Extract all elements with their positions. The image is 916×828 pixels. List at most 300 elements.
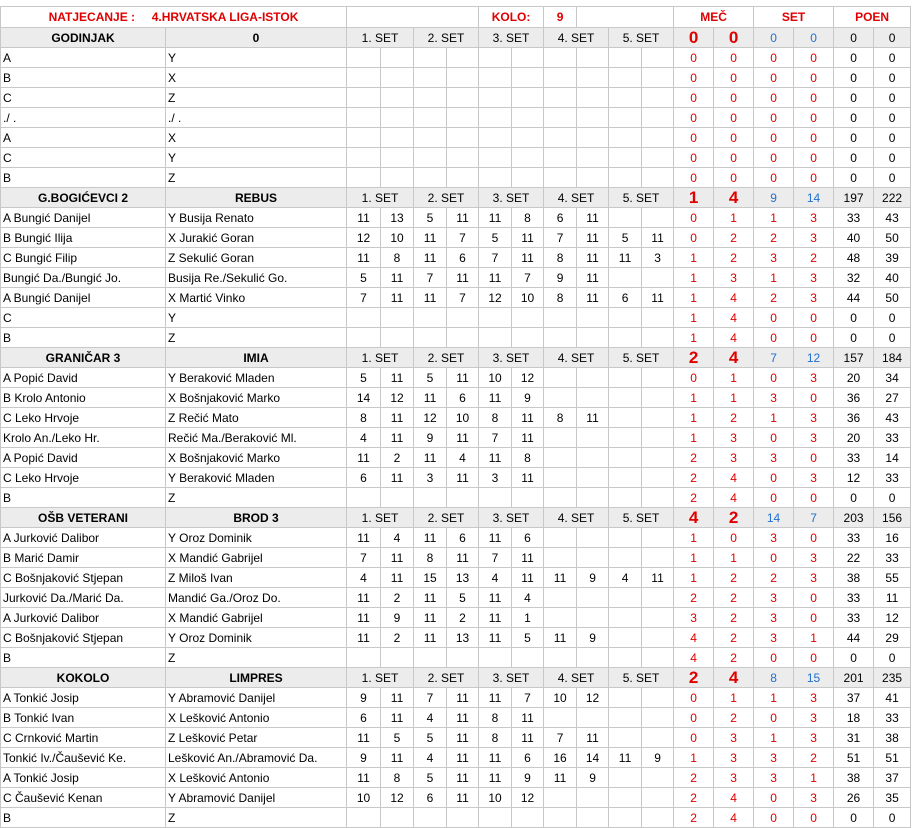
set-score-home: 7 (347, 548, 381, 568)
game-sets-home: 2 (754, 568, 794, 588)
set-score-home (544, 488, 577, 508)
set-score-away: 11 (381, 568, 414, 588)
game-sets-away: 0 (794, 648, 834, 668)
set-score-home: 11 (414, 288, 447, 308)
game-points-home: 0 (834, 328, 874, 348)
set-score-away (577, 468, 609, 488)
running-match-home: 0 (674, 48, 714, 68)
game-sets-away: 0 (794, 488, 834, 508)
game-sets-home: 3 (754, 768, 794, 788)
game-row (1, 528, 911, 548)
match-header-row (1, 508, 911, 528)
game-sets-home: 2 (754, 228, 794, 248)
game-points-away: 37 (874, 768, 911, 788)
set-score-home (609, 788, 642, 808)
game-points-away: 40 (874, 268, 911, 288)
set-score-away (642, 48, 674, 68)
set-column-label: 3. SET (479, 508, 544, 528)
set-score-away (447, 148, 479, 168)
running-match-away: 4 (714, 308, 754, 328)
set-score-away: 11 (512, 548, 544, 568)
set-score-away (447, 308, 479, 328)
home-match-score: 2 (674, 348, 714, 368)
set-score-home (609, 648, 642, 668)
home-player: A Bungić Danijel (1, 208, 166, 228)
game-row (1, 148, 911, 168)
set-score-away (577, 88, 609, 108)
set-column-label: 1. SET (347, 508, 414, 528)
set-score-away: 2 (381, 588, 414, 608)
set-score-home (544, 108, 577, 128)
game-points-away: 0 (874, 308, 911, 328)
set-column-label: 5. SET (609, 668, 674, 688)
set-score-home (609, 148, 642, 168)
set-score-away (577, 448, 609, 468)
set-score-away (447, 168, 479, 188)
running-match-home: 2 (674, 768, 714, 788)
game-sets-away: 3 (794, 568, 834, 588)
set-score-home: 11 (479, 208, 512, 228)
game-points-away: 0 (874, 808, 911, 828)
set-score-home: 7 (479, 248, 512, 268)
game-points-away: 39 (874, 248, 911, 268)
running-match-away: 4 (714, 808, 754, 828)
set-score-away: 13 (381, 208, 414, 228)
home-team-name: OŠB VETERANI (1, 508, 166, 528)
set-score-home: 11 (347, 768, 381, 788)
game-sets-home: 0 (754, 468, 794, 488)
away-player: Y (166, 308, 347, 328)
set-score-away: 11 (447, 268, 479, 288)
game-row (1, 108, 911, 128)
game-points-away: 0 (874, 88, 911, 108)
game-points-home: 0 (834, 108, 874, 128)
game-points-home: 22 (834, 548, 874, 568)
set-score-away (577, 648, 609, 668)
game-sets-home: 0 (754, 788, 794, 808)
set-score-home (347, 648, 381, 668)
game-row (1, 748, 911, 768)
set-score-home: 5 (414, 728, 447, 748)
set-score-home: 5 (479, 228, 512, 248)
set-score-home: 11 (544, 768, 577, 788)
away-team-name: BROD 3 (166, 508, 347, 528)
set-score-home (347, 128, 381, 148)
game-row (1, 448, 911, 468)
away-team-name: REBUS (166, 188, 347, 208)
set-score-away (642, 268, 674, 288)
game-sets-away: 0 (794, 88, 834, 108)
set-score-away: 8 (381, 768, 414, 788)
set-score-home: 8 (544, 408, 577, 428)
away-sets-total: 7 (794, 508, 834, 528)
game-points-home: 0 (834, 148, 874, 168)
set-column-label: 1. SET (347, 188, 414, 208)
set-score-away: 4 (512, 588, 544, 608)
set-score-away: 14 (577, 748, 609, 768)
set-score-away (447, 48, 479, 68)
set-column-label: 4. SET (544, 508, 609, 528)
running-match-home: 1 (674, 408, 714, 428)
set-score-away: 9 (577, 568, 609, 588)
set-score-home (414, 128, 447, 148)
set-score-home: 11 (414, 528, 447, 548)
set-score-home: 7 (347, 288, 381, 308)
game-points-home: 0 (834, 68, 874, 88)
running-match-away: 1 (714, 208, 754, 228)
running-match-away: 1 (714, 688, 754, 708)
home-player: A (1, 128, 166, 148)
set-score-away: 12 (381, 388, 414, 408)
set-score-away (577, 548, 609, 568)
game-row (1, 768, 911, 788)
game-sets-away: 3 (794, 268, 834, 288)
set-score-away: 11 (381, 468, 414, 488)
running-match-away: 0 (714, 148, 754, 168)
away-match-score: 4 (714, 188, 754, 208)
set-score-home (347, 808, 381, 828)
away-player: X Bošnjaković Marko (166, 448, 347, 468)
game-sets-home: 0 (754, 48, 794, 68)
set-score-away (447, 68, 479, 88)
set-score-away (577, 168, 609, 188)
running-match-home: 1 (674, 428, 714, 448)
set-score-home: 4 (414, 708, 447, 728)
set-score-away (512, 308, 544, 328)
set-score-home (609, 528, 642, 548)
set-score-away (642, 68, 674, 88)
set-score-home: 11 (479, 748, 512, 768)
set-label: SET (754, 7, 834, 28)
set-score-away: 11 (447, 428, 479, 448)
header-spacer (347, 7, 479, 28)
game-row (1, 628, 911, 648)
set-score-away: 11 (447, 688, 479, 708)
game-points-away: 14 (874, 448, 911, 468)
set-score-home: 10 (479, 368, 512, 388)
set-score-away (577, 528, 609, 548)
game-points-away: 33 (874, 428, 911, 448)
game-sets-home: 1 (754, 688, 794, 708)
set-score-away (642, 408, 674, 428)
running-match-home: 0 (674, 88, 714, 108)
running-match-away: 3 (714, 448, 754, 468)
set-score-home: 7 (544, 228, 577, 248)
set-score-home: 6 (609, 288, 642, 308)
game-points-home: 44 (834, 288, 874, 308)
game-points-home: 36 (834, 408, 874, 428)
game-points-away: 0 (874, 48, 911, 68)
game-sets-home: 2 (754, 288, 794, 308)
set-score-away (577, 148, 609, 168)
set-score-home: 11 (609, 248, 642, 268)
running-match-home: 2 (674, 808, 714, 828)
away-player: X Lešković Antonio (166, 708, 347, 728)
set-column-label: 1. SET (347, 668, 414, 688)
running-match-away: 0 (714, 48, 754, 68)
set-score-away (512, 108, 544, 128)
set-score-away (642, 368, 674, 388)
set-column-label: 1. SET (347, 28, 414, 48)
game-row (1, 408, 911, 428)
match-header-row (1, 348, 911, 368)
set-score-home (609, 48, 642, 68)
game-points-home: 0 (834, 88, 874, 108)
set-score-away: 10 (447, 408, 479, 428)
set-score-away (447, 648, 479, 668)
set-score-away (642, 448, 674, 468)
game-sets-away: 3 (794, 428, 834, 448)
home-player: Krolo An./Leko Hr. (1, 428, 166, 448)
game-row (1, 68, 911, 88)
running-match-away: 2 (714, 568, 754, 588)
set-score-home: 11 (479, 608, 512, 628)
game-sets-away: 3 (794, 228, 834, 248)
set-score-home: 3 (479, 468, 512, 488)
set-score-away: 11 (381, 268, 414, 288)
game-sets-home: 3 (754, 588, 794, 608)
home-player: B Bungić Ilija (1, 228, 166, 248)
game-sets-home: 0 (754, 108, 794, 128)
set-score-away (642, 308, 674, 328)
set-score-home: 8 (347, 408, 381, 428)
set-score-home (609, 588, 642, 608)
away-points-total: 184 (874, 348, 911, 368)
game-sets-home: 0 (754, 328, 794, 348)
set-score-away (642, 708, 674, 728)
set-score-away (577, 808, 609, 828)
home-player: C Čaušević Kenan (1, 788, 166, 808)
set-score-home: 7 (479, 548, 512, 568)
set-score-home: 11 (414, 588, 447, 608)
game-row (1, 428, 911, 448)
set-score-home (347, 308, 381, 328)
away-points-total: 222 (874, 188, 911, 208)
running-match-home: 0 (674, 208, 714, 228)
set-score-away (577, 488, 609, 508)
set-score-away (381, 648, 414, 668)
game-sets-away: 3 (794, 468, 834, 488)
running-match-away: 2 (714, 648, 754, 668)
set-score-home (609, 708, 642, 728)
game-sets-away: 0 (794, 68, 834, 88)
running-match-away: 4 (714, 468, 754, 488)
set-score-away: 7 (512, 688, 544, 708)
set-score-home (609, 308, 642, 328)
set-score-away (512, 128, 544, 148)
running-match-away: 1 (714, 368, 754, 388)
game-sets-home: 0 (754, 648, 794, 668)
home-player: A Bungić Danijel (1, 288, 166, 308)
away-player: Lešković An./Abramović Da. (166, 748, 347, 768)
game-row (1, 548, 911, 568)
header-spacer-2 (577, 7, 674, 28)
set-score-home (609, 808, 642, 828)
set-score-home (479, 308, 512, 328)
set-score-away (381, 68, 414, 88)
set-score-home (414, 108, 447, 128)
away-player: X Mandić Gabrijel (166, 608, 347, 628)
running-match-away: 0 (714, 128, 754, 148)
set-score-home: 11 (479, 628, 512, 648)
set-column-label: 2. SET (414, 508, 479, 528)
game-points-home: 0 (834, 48, 874, 68)
set-score-away (512, 648, 544, 668)
set-score-away (447, 108, 479, 128)
competition-label (1, 7, 347, 28)
set-score-home (347, 488, 381, 508)
home-player: ./ . (1, 108, 166, 128)
set-score-home (544, 588, 577, 608)
home-points-total: 0 (834, 28, 874, 48)
running-match-away: 0 (714, 88, 754, 108)
game-sets-home: 3 (754, 628, 794, 648)
home-points-total: 201 (834, 668, 874, 688)
set-score-home (609, 68, 642, 88)
set-score-away (512, 68, 544, 88)
set-score-home: 9 (347, 688, 381, 708)
game-sets-away: 2 (794, 748, 834, 768)
away-match-score: 2 (714, 508, 754, 528)
set-score-away: 5 (381, 728, 414, 748)
game-row (1, 128, 911, 148)
game-points-home: 40 (834, 228, 874, 248)
set-column-label: 4. SET (544, 668, 609, 688)
set-score-away: 9 (512, 388, 544, 408)
running-match-home: 1 (674, 308, 714, 328)
set-score-away (447, 328, 479, 348)
home-player: A Tonkić Josip (1, 768, 166, 788)
set-score-home (544, 448, 577, 468)
set-score-away: 9 (381, 608, 414, 628)
set-score-home: 11 (347, 628, 381, 648)
game-row (1, 788, 911, 808)
set-score-home (414, 48, 447, 68)
set-score-away: 11 (512, 408, 544, 428)
home-sets-total: 7 (754, 348, 794, 368)
set-score-home: 9 (544, 268, 577, 288)
game-points-away: 33 (874, 708, 911, 728)
set-score-away: 11 (577, 288, 609, 308)
game-sets-away: 0 (794, 808, 834, 828)
running-match-home: 1 (674, 388, 714, 408)
set-score-away (642, 208, 674, 228)
set-score-home: 11 (479, 388, 512, 408)
game-sets-home: 0 (754, 428, 794, 448)
set-score-home (544, 48, 577, 68)
away-player: X Bošnjaković Marko (166, 388, 347, 408)
set-score-away: 11 (381, 688, 414, 708)
set-score-home: 11 (347, 728, 381, 748)
set-score-away: 6 (512, 748, 544, 768)
set-score-home: 11 (414, 628, 447, 648)
running-match-away: 4 (714, 288, 754, 308)
home-match-score: 1 (674, 188, 714, 208)
set-column-label: 5. SET (609, 188, 674, 208)
away-match-score: 0 (714, 28, 754, 48)
set-score-home: 6 (414, 788, 447, 808)
game-points-home: 0 (834, 128, 874, 148)
game-points-away: 50 (874, 228, 911, 248)
set-score-away: 11 (512, 468, 544, 488)
set-score-away (642, 648, 674, 668)
set-column-label: 3. SET (479, 188, 544, 208)
game-points-away: 51 (874, 748, 911, 768)
game-points-home: 48 (834, 248, 874, 268)
away-player: Y Oroz Dominik (166, 528, 347, 548)
game-sets-home: 1 (754, 208, 794, 228)
set-score-home: 11 (479, 268, 512, 288)
set-score-home: 11 (414, 388, 447, 408)
set-score-home (609, 128, 642, 148)
set-column-label: 5. SET (609, 348, 674, 368)
set-score-home: 11 (347, 448, 381, 468)
running-match-away: 4 (714, 788, 754, 808)
set-score-home: 5 (414, 208, 447, 228)
game-sets-home: 1 (754, 268, 794, 288)
running-match-home: 0 (674, 368, 714, 388)
set-score-home (544, 708, 577, 728)
away-player: ./ . (166, 108, 347, 128)
running-match-home: 0 (674, 108, 714, 128)
set-score-away: 11 (577, 248, 609, 268)
game-points-home: 33 (834, 528, 874, 548)
set-column-label: 4. SET (544, 348, 609, 368)
set-column-label: 4. SET (544, 188, 609, 208)
away-player: X Martić Vinko (166, 288, 347, 308)
set-score-away (512, 168, 544, 188)
game-sets-home: 3 (754, 448, 794, 468)
game-points-away: 0 (874, 128, 911, 148)
set-score-away (577, 428, 609, 448)
set-score-away: 4 (447, 448, 479, 468)
game-points-home: 33 (834, 448, 874, 468)
set-score-away: 10 (512, 288, 544, 308)
game-sets-away: 3 (794, 408, 834, 428)
game-sets-home: 0 (754, 168, 794, 188)
set-score-away: 11 (447, 208, 479, 228)
set-score-away: 11 (512, 728, 544, 748)
set-score-away (577, 48, 609, 68)
set-score-home (609, 548, 642, 568)
set-score-home: 5 (414, 368, 447, 388)
set-score-home (544, 648, 577, 668)
set-score-away (512, 808, 544, 828)
game-points-away: 55 (874, 568, 911, 588)
home-team-name: GODINJAK (1, 28, 166, 48)
game-row (1, 328, 911, 348)
running-match-home: 1 (674, 328, 714, 348)
set-score-home: 15 (414, 568, 447, 588)
away-player: Z (166, 488, 347, 508)
home-player: A (1, 48, 166, 68)
set-score-home: 10 (479, 788, 512, 808)
set-score-home (414, 68, 447, 88)
running-match-home: 1 (674, 248, 714, 268)
set-score-away (642, 428, 674, 448)
game-row (1, 248, 911, 268)
set-score-home (544, 88, 577, 108)
set-score-away (577, 608, 609, 628)
set-score-home (544, 308, 577, 328)
game-points-away: 35 (874, 788, 911, 808)
game-points-away: 16 (874, 528, 911, 548)
away-team-name: 0 (166, 28, 347, 48)
set-score-away (642, 788, 674, 808)
set-score-away: 12 (512, 788, 544, 808)
set-score-home: 8 (414, 548, 447, 568)
set-score-away: 11 (642, 288, 674, 308)
